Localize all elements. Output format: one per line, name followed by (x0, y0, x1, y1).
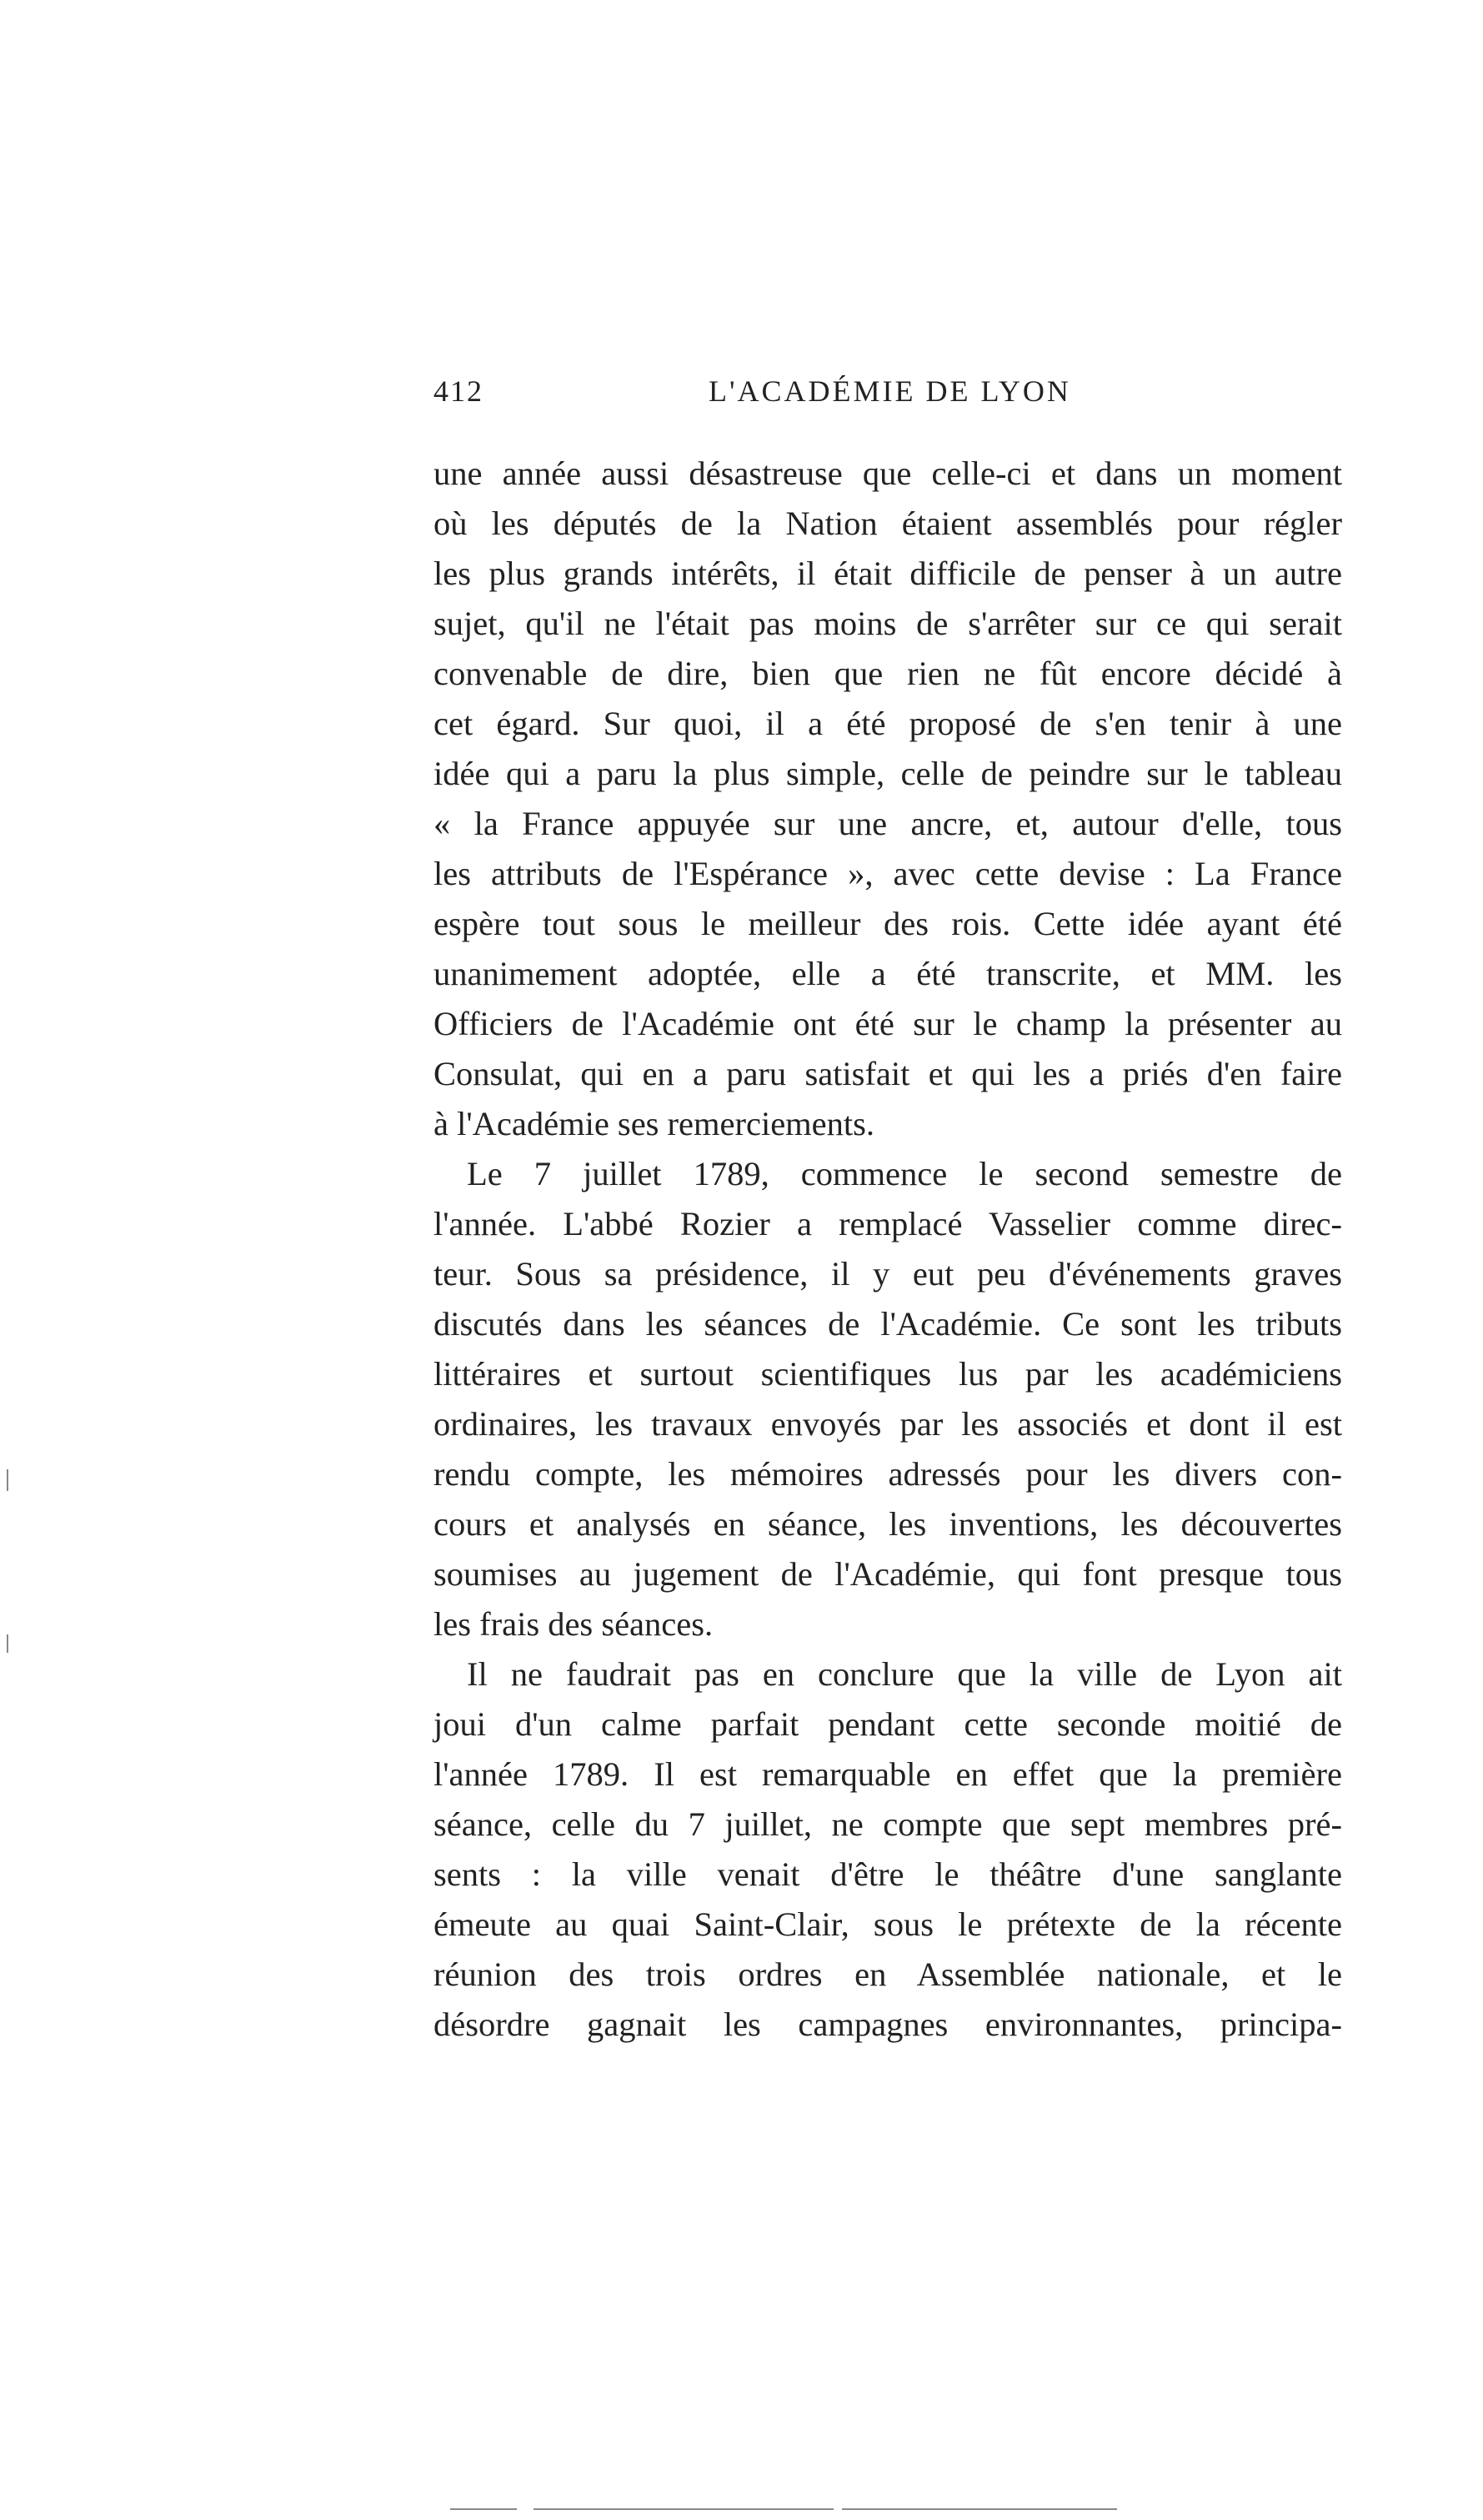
text-line: soumises au jugement de l'Académie, qui font presque tous (433, 1555, 1342, 1593)
text-line: désordre gagnait les campagnes environnantes, principa- (433, 2005, 1342, 2043)
running-title: L'ACADÉMIE DE LYON (709, 374, 1071, 408)
text-line: ordinaires, les travaux envoyés par les associés et dont il est (433, 1405, 1342, 1443)
text-line: Il ne faudrait pas en conclure que la ville de Lyon ait (467, 1655, 1342, 1693)
text-line: émeute au quai Saint-Clair, sous le prétexte de la récente (433, 1905, 1342, 1943)
text-line: discutés dans les séances de l'Académie. Ce sont les tributs (433, 1305, 1342, 1343)
text-line: idée qui a paru la plus simple, celle de peindre sur le tableau (433, 755, 1342, 792)
text-line: unanimement adoptée, elle a été transcrite, et MM. les (433, 955, 1342, 992)
text-line: les frais des séances. (433, 1605, 714, 1643)
text-line: où les députés de la Nation étaient assemblés pour régler (433, 505, 1342, 542)
text-line: cours et analysés en séance, les inventions, les découvertes (433, 1505, 1342, 1543)
text-line: convenable de dire, bien que rien ne fût encore décidé à (433, 655, 1342, 692)
text-line: l'année 1789. Il est remarquable en effet que la première (433, 1755, 1342, 1793)
text-line: « la France appuyée sur une ancre, et, autour d'elle, tous (433, 805, 1342, 842)
text-line: rendu compte, les mémoires adressés pour les divers con- (433, 1455, 1342, 1493)
text-line: cet égard. Sur quoi, il a été proposé de s'en tenir à une (433, 705, 1342, 742)
text-line: à l'Académie ses remerciements. (433, 1105, 875, 1142)
text-line: Le 7 juillet 1789, commence le second semestre de (467, 1155, 1342, 1192)
scan-edge-mark (450, 2508, 517, 2510)
text-line: teur. Sous sa présidence, il y eut peu d'événements graves (433, 1255, 1342, 1293)
text-line: une année aussi désastreuse que celle-ci et dans un moment (433, 454, 1342, 492)
scan-edge-mark (7, 1469, 8, 1491)
text-line: joui d'un calme parfait pendant cette seconde moitié de (433, 1705, 1342, 1743)
scan-edge-mark (534, 2508, 834, 2510)
text-line: les plus grands intérêts, il était difficile de penser à un autre (433, 555, 1342, 592)
text-line: sujet, qu'il ne l'était pas moins de s'arrêter sur ce qui serait (433, 605, 1342, 642)
page-header (433, 374, 1342, 424)
text-line: l'année. L'abbé Rozier a remplacé Vasselier comme direc- (433, 1205, 1342, 1242)
text-line: espère tout sous le meilleur des rois. Cette idée ayant été (433, 905, 1342, 942)
text-line: séance, celle du 7 juillet, ne compte que sept membres pré- (433, 1805, 1342, 1843)
text-line: sents : la ville venait d'être le théâtre d'une sanglante (433, 1855, 1342, 1893)
text-line: Officiers de l'Académie ont été sur le champ la présenter au (433, 1005, 1342, 1042)
text-line: réunion des trois ordres en Assemblée nationale, et le (433, 1955, 1342, 1993)
scan-edge-mark (7, 1634, 8, 1653)
scan-edge-mark (842, 2508, 1117, 2510)
page-number: 412 (433, 374, 483, 408)
text-line: littéraires et surtout scientifiques lus par les académiciens (433, 1355, 1342, 1393)
text-line: Consulat, qui en a paru satisfait et qui les a priés d'en faire (433, 1055, 1342, 1092)
text-line: les attributs de l'Espérance », avec cette devise : La France (433, 855, 1342, 892)
